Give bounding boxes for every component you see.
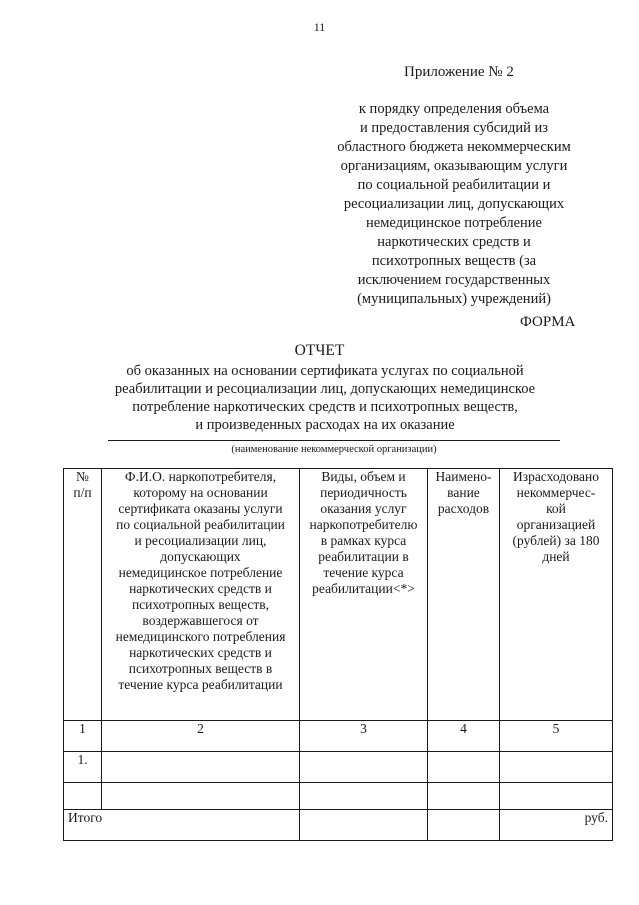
table-cell [500,752,613,783]
appendix-description-line: и предоставления субсидий из [359,120,549,136]
appendix-description-line: областного бюджета некоммерческим [337,139,571,155]
appendix-description-line: организациям, оказывающим услуги [340,158,568,174]
column-number: 5 [500,721,613,752]
appendix-description-line: психотропных веществ (за [371,253,537,269]
header-full-name: Ф.И.О. наркопотребителя, которому на основании сертификата оказаны услуги по социальной реабилитации и ресоциализации лиц, допускающих немедицинское потребление наркотических средств и психотропных веществ, воздержавшегося от немедицинского потребления наркотических средств и психотропных веществ в течение курса реабилитации [102,469,300,721]
table-cell [102,752,300,783]
appendix-description-line: ресоциализации лиц, допускающих [343,196,565,212]
appendix-description-line: к порядку определения объема [358,101,550,117]
table-cell [300,752,428,783]
appendix-description-line: (муниципальных) учреждений) [357,291,551,307]
report-table [63,468,613,841]
table-cell [300,810,428,841]
appendix-description-line: исключением государственных [357,272,551,288]
total-label: Итого [64,810,300,841]
report-subtitle-line: и произведенных расходах на их оказание [195,417,455,433]
total-row [64,810,613,841]
header-expense-name: Наимено- вание расходов [428,469,500,721]
page-number: 11 [313,20,326,34]
table-cell [64,783,102,810]
table-cell [500,783,613,810]
column-number: 4 [428,721,500,752]
column-number: 2 [102,721,300,752]
appendix-title: Приложение № 2 [404,64,514,80]
report-subtitle-line: реабилитации и ресоциализации лиц, допускающих немедицинское [114,381,536,397]
total-unit: руб. [500,810,613,841]
report-subtitle [60,362,590,434]
appendix-description-line: по социальной реабилитации и [357,177,551,193]
column-number-row [64,721,613,752]
table-cell [428,783,500,810]
table-cell [428,810,500,841]
table-cell [102,783,300,810]
report-subtitle-line: потребление наркотических средств и психотропных веществ, [132,399,518,415]
row-number: 1. [64,752,102,783]
appendix-description-line: наркотических средств и [377,234,531,250]
table-row [64,752,613,783]
report-subtitle-line: об оказанных на основании сертификата услугах по социальной [126,363,524,379]
form-label: ФОРМА [520,314,576,330]
appendix-description-line: немедицинское потребление [366,215,542,231]
column-number: 3 [300,721,428,752]
header-services: Виды, объем и периодичность оказания услуг наркопотребителю в рамках курса реабилитации в течение курса реабилитации<*> [300,469,428,721]
header-number: № п/п [64,469,102,721]
table-row [64,783,613,810]
column-number: 1 [64,721,102,752]
table-header-row [64,469,613,721]
header-expenses-spent: Израсходовано некоммерчес- кой организацией (рублей) за 180 дней [500,469,613,721]
report-title: ОТЧЕТ [294,342,345,359]
table-cell [300,783,428,810]
table-cell [428,752,500,783]
organization-name-line [108,440,560,441]
appendix-description [322,100,586,309]
organization-name-caption: (наименование некоммерческой организации) [231,444,437,455]
